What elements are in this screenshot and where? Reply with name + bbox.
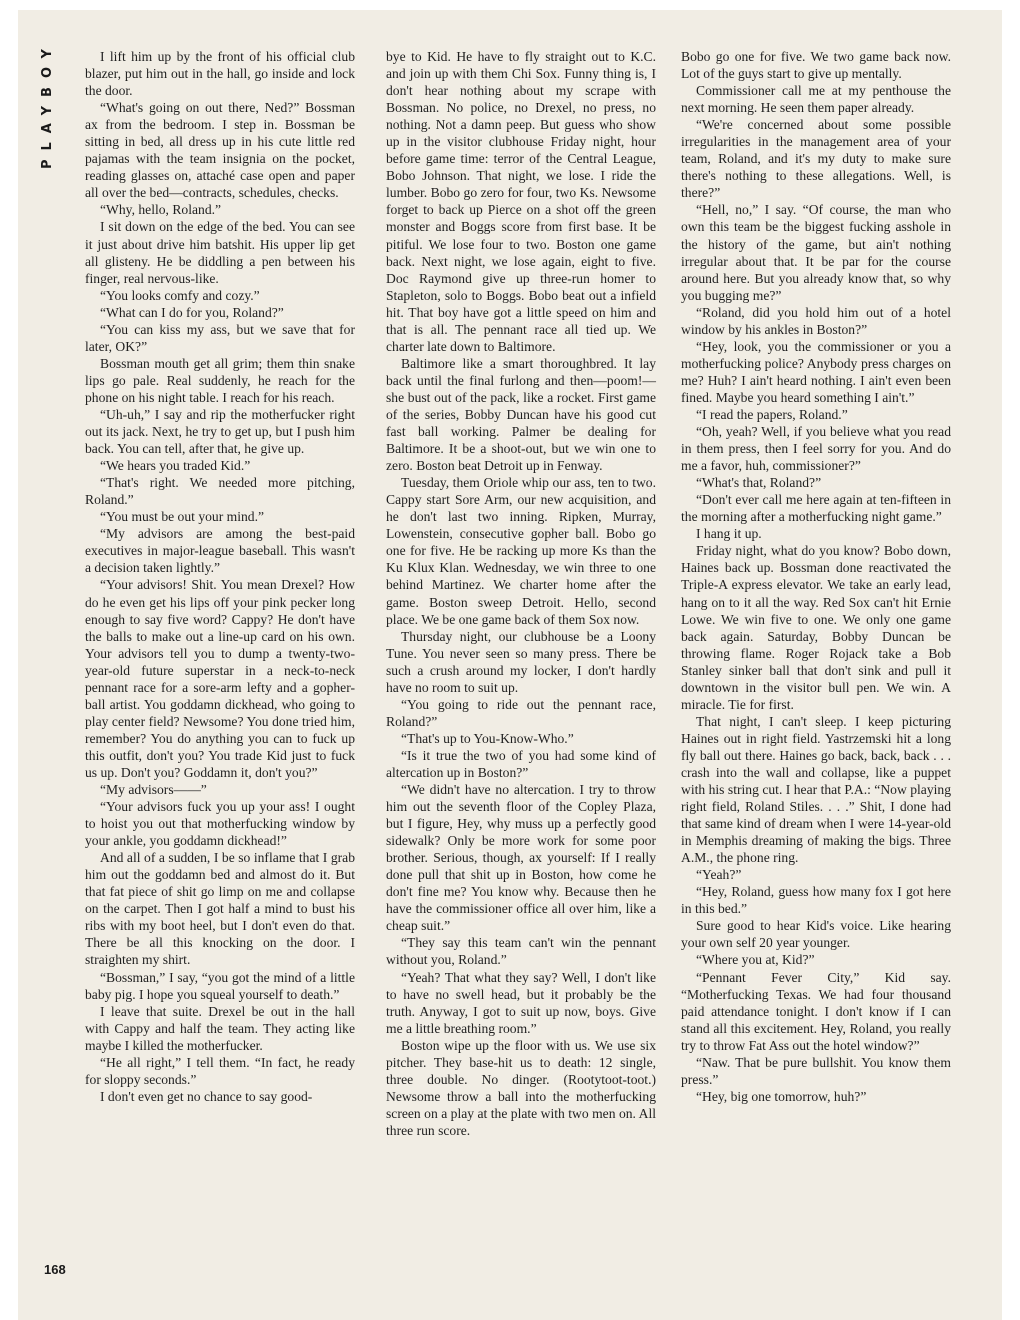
- paragraph: I don't even get no chance to say good-: [100, 1088, 313, 1104]
- paragraph: Sure good to hear Kid's voice. Like hearing your own self 20 year younger.: [681, 918, 951, 951]
- paragraph: “We're concerned about some possible irregularities in the management area of your team, Roland, and it's my duty to make sure there's nothing to these allegations. Well, is there?”: [681, 117, 951, 201]
- paragraph: “Why, hello, Roland.”: [100, 202, 222, 218]
- paragraph: Bobo go one for five. We two game back now. Lot of the guys start to give up mentally.: [681, 49, 951, 82]
- text-column-3: [681, 48, 951, 1105]
- paragraph: Tuesday, them Oriole whip our ass, ten to two. Cappy start Sore Arm, our new acquisition, and he don't last two inning. Ripken, Murray, Lowenstein, consecutive gopher ball. Bobo go one for five. He be racking up more Ks than the Ku Klux Klan. Wednesday, we win three to one behind Martinez. We charter home after the game. Boston sweep Detroit. Hello, second place. We be one game back of them Sox now.: [386, 475, 656, 627]
- paragraph: “Where you at, Kid?”: [696, 952, 815, 968]
- paragraph: “They say this team can't win the pennant without you, Roland.”: [386, 935, 656, 968]
- paragraph: And all of a sudden, I be so inflame that I grab him out the goddamn bed and almost do it. But that fat piece of shit go limp on me and collapse on the carpet. Then I got half a mind to bust his ribs with my boot heel, but I don't even do that. There be all this knocking on the door. I straighten my shirt.: [85, 850, 355, 968]
- paragraph: “My advisors are among the best-paid executives in major-league baseball. This wasn't a decision taken lightly.”: [85, 526, 355, 576]
- paragraph: “What's going on out there, Ned?” Bossman ax from the bedroom. I step in. Bossman be sitting in bed, all dress up in his cute little red pajamas with the team insignia on the pocket, reading glasses on, attaché case open and paper all over the bed—contracts, schedules, checks.: [85, 100, 355, 201]
- paragraph: “Pennant Fever City,” Kid say. “Motherfucking Texas. We had four thousand paid attendance tonight. I don't know if I can stand all this excitement. Hey, Roland, you really try to throw Fat Ass out the hotel window?”: [681, 969, 951, 1053]
- paragraph: “We didn't have no altercation. I try to throw him out the seventh floor of the Copley Plaza, but I figure, Hey, why muss up a perfectly good sidewalk? Only be more work for some poor brother. Serious, though, ax yourself: If I really done pull that shit up in Boston, how come he don't fine me? You know why. Because then he have the commissioner office all over him, like a cheap suit.”: [386, 782, 656, 934]
- paragraph: “Naw. That be pure bullshit. You know them press.”: [681, 1054, 951, 1087]
- paragraph: I hang it up.: [696, 526, 762, 542]
- text-column-1: [85, 48, 355, 1105]
- paragraph: “Hey, big one tomorrow, huh?”: [696, 1088, 867, 1104]
- paragraph: “That's right. We needed more pitching, Roland.”: [85, 475, 355, 508]
- paragraph: “That's up to You-Know-Who.”: [401, 730, 574, 746]
- paragraph: “We hears you traded Kid.”: [100, 458, 251, 474]
- paragraph: That night, I can't sleep. I keep picturing Haines out in right field. Yastrzemski hit a long fly ball out there. Haines go back, back, back . . . crash into the wall and collapse, like a puppet with his string cut. I hear that P.A.: “Now playing right field, Roland Stiles. . . .” Shit, I done had that same kind of dream when I were 14-year-old in Memphis dreaming of making the bigs. Three A.M., the phone ring.: [681, 713, 951, 866]
- paragraph: “You going to ride out the pennant race, Roland?”: [386, 696, 656, 729]
- paragraph: “What can I do for you, Roland?”: [100, 304, 284, 320]
- paragraph: Baltimore like a smart thoroughbred. It lay back until the final furlong and then—poom!—she bust out of the pack, like a rocket. First game of the series, Bobby Duncan have his good cut fast ball working. Palmer be dealing for Baltimore. It be a shoot-out, but we win one to zero. Boston beat Detroit up in Fenway.: [386, 355, 656, 474]
- paragraph: “Roland, did you hold him out of a hotel window by his ankles in Boston?”: [681, 304, 951, 337]
- paragraph: “I read the papers, Roland.”: [696, 406, 848, 422]
- paragraph: Friday night, what do you know? Bobo down, Haines back up. Bossman done reactivated the Triple-A express elevator. We take an early lead, hang on to it all the way. Red Sox can't hit Ernie Lowe. We win five to one. We only one game back again. Saturday, Bobby Duncan be throwing flame. Roger Rojack take a Bob Stanley sinker ball that don't sink and pull it downtown in the visitor bull pen. We win. A miracle. Tie for first.: [681, 543, 951, 712]
- paragraph: I sit down on the edge of the bed. You can see it just about drive him batshit. His upper lip get all glisteny. He be diddling a pen between his finger, real nervous-like.: [85, 219, 355, 286]
- paragraph: “Oh, yeah? Well, if you believe what you read in them press, then I feel sorry for you. And do me a favor, huh, commissioner?”: [681, 424, 951, 474]
- page-number: 168: [44, 1262, 66, 1277]
- paragraph: “Bossman,” I say, “you got the mind of a little baby pig. I hope you squeal yourself to death.”: [85, 969, 355, 1002]
- paragraph: “You can kiss my ass, but we save that for later, OK?”: [85, 321, 355, 354]
- paragraph: “He all right,” I tell them. “In fact, he ready for sloppy seconds.”: [85, 1054, 355, 1087]
- playboy-masthead: PLAYBOY: [40, 40, 55, 169]
- paragraph: “Your advisors! Shit. You mean Drexel? How do he even get his lips off your pink pecker long enough to say five word? Cappy? He don't have the balls to make out a line-up card on his own. Your advisors tell you to dump a twenty-two-year-old future superstar in a neck-to-neck pennant race for a sore-arm lefty and a gopher-ball artist. You goddamn dickhead, who going to play center field? Newsome? You done tried him, remember? You do anything you can to fuck up this outfit, don't you? You trade Kid just to fuck us up. Don't you? Goddamn it, don't you?”: [85, 577, 355, 780]
- paragraph: “Yeah? That what they say? Well, I don't like to have no swell head, but it probably be the truth. Anyway, I got to suit up now, boys. Give me a little breathing room.”: [386, 969, 656, 1036]
- paragraph: Thursday night, our clubhouse be a Loony Tune. You never seen so many press. There be such a crush around my locker, I don't hardly have no room to suit up.: [386, 628, 656, 695]
- paragraph: “Hey, Roland, guess how many fox I got here in this bed.”: [681, 884, 951, 917]
- paragraph: “Uh-uh,” I say and rip the motherfucker right out its jack. Next, he try to get up, but I push him back. You can tell, after that, he give up.: [85, 406, 355, 457]
- paragraph: “Yeah?”: [696, 867, 742, 883]
- paragraph: “Your advisors fuck you up your ass! I ought to hoist you out that motherfucking window by your ankle, you goddamn dickhead!”: [85, 799, 355, 849]
- paragraph: Bossman mouth get all grim; them thin snake lips go pale. Real suddenly, he reach for the phone on his night table. I reach for his reach.: [85, 355, 355, 405]
- paragraph: “You must be out your mind.”: [100, 509, 265, 525]
- paragraph: Boston wipe up the floor with us. We use six pitcher. They base-hit us to death: 12 single, three double. No dinger. (Rootytoot-toot.) Newsome throw a ball into the motherfucking screen on a play at the plate with two men on. All three run score.: [386, 1037, 656, 1138]
- paragraph: I lift him up by the front of his official club blazer, put him out in the hall, go inside and lock the door.: [85, 49, 355, 99]
- text-column-2: [386, 48, 656, 1139]
- magazine-page: [18, 10, 1002, 1320]
- paragraph: “You looks comfy and cozy.”: [100, 287, 260, 303]
- paragraph: Commissioner call me at my penthouse the next morning. He seen them paper already.: [681, 83, 951, 116]
- paragraph: bye to Kid. He have to fly straight out to K.C. and join up with them Chi Sox. Funny thing is, I don't hear nothing about my scrape with Bossman. No police, no Drexel, no press, no nothing. Not a damn peep. But guess who show up in the visitor clubhouse Friday night, hour before game time: terror of the Central League, Bobo Johnson. That night, we lose. I ride the lumber. Bobo go zero for four, two Ks. Newsome forget to back up Pierce on a shot off the green monster and Boggs score from first base. It be pitiful. We lose four to two. Boston one game back. Next night, we lose again, eight to five. Doc Raymond give up three-run homer to Stapleton, solo to Boggs. Bobo beat out a infield hit. That boy have got a little speed on him and that is all. The pennant race all tied up. We charter late down to Baltimore.: [386, 49, 656, 354]
- paragraph: “My advisors——”: [100, 782, 207, 798]
- paragraph: “Hell, no,” I say. “Of course, the man who own this team be the biggest fucking asshole in the history of the game, but ain't nothing irregular about that. It be par for the course around here. But you already know that, so why you bugging me?”: [681, 202, 951, 303]
- paragraph: “Is it true the two of you had some kind of altercation up in Boston?”: [386, 747, 656, 780]
- paragraph: “Don't ever call me here again at ten-fifteen in the morning after a motherfucking night game.”: [681, 492, 951, 525]
- paragraph: I leave that suite. Drexel be out in the hall with Cappy and half the team. They acting like maybe I killed the motherfucker.: [85, 1003, 355, 1053]
- paragraph: “Hey, look, you the commissioner or you a motherfucking police? Anybody press charges on me? Huh? I ain't heard nothing. I ain't even been fined. Maybe you heard something I ain't.”: [681, 338, 951, 405]
- paragraph: “What's that, Roland?”: [696, 475, 822, 491]
